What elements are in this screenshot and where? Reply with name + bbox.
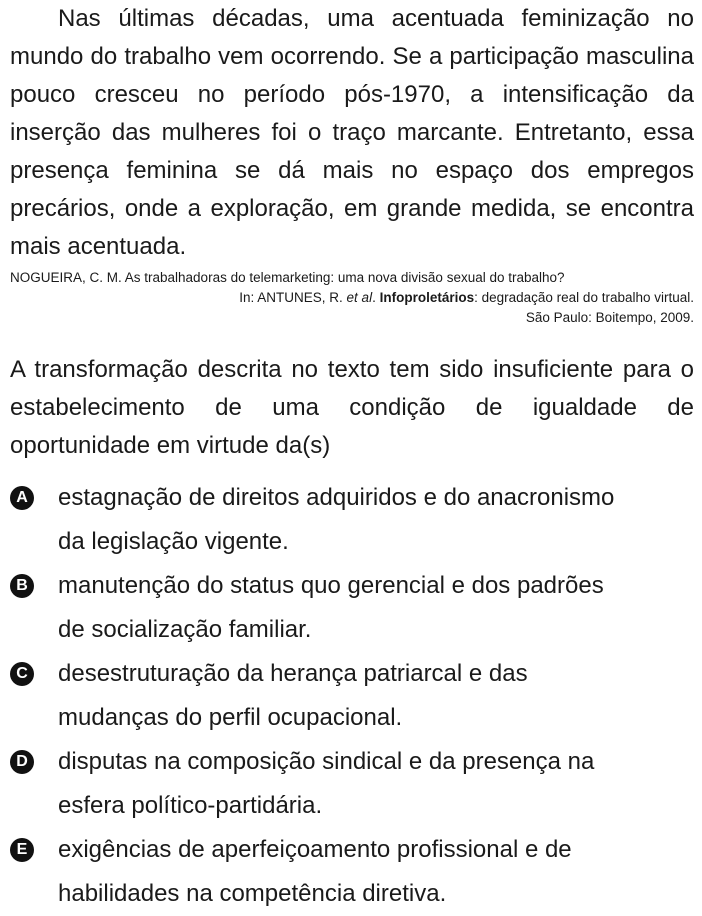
option-b[interactable] <box>10 564 694 652</box>
answer-options <box>10 476 694 916</box>
option-letter-badge: E <box>10 838 34 862</box>
option-text <box>58 476 694 564</box>
option-e[interactable] <box>10 828 694 916</box>
option-text-line-1: estagnação de direitos adquiridos e do anacronismo <box>58 484 615 511</box>
option-c[interactable] <box>10 652 694 740</box>
option-text-line-1: disputas na composição sindical e da presença na <box>58 748 595 775</box>
option-a[interactable] <box>10 476 694 564</box>
option-text <box>58 828 694 916</box>
citation-line-2 <box>10 288 694 308</box>
option-text-line-2: esfera político-partidária. <box>58 792 323 819</box>
citation-line-3: São Paulo: Boitempo, 2009. <box>525 310 694 325</box>
option-text-line-1: manutenção do status quo gerencial e dos padrões <box>58 572 604 599</box>
option-letter-badge: D <box>10 750 34 774</box>
citation-et-al: et al <box>346 290 373 305</box>
option-text <box>58 740 694 828</box>
option-text-line-2: da legislação vigente. <box>58 528 289 555</box>
option-text-line-1: exigências de aperfeiçoamento profissional e de <box>58 836 572 863</box>
question-stem: A transformação descrita no texto tem sido insuficiente para o estabelecimento de uma condição de igualdade de oportunidade em virtude da(s) <box>10 356 694 459</box>
citation-line-1: NOGUEIRA, C. M. As trabalhadoras do telemarketing: uma nova divisão sexual do trabalho? <box>10 270 565 285</box>
option-text-line-1: desestruturação da herança patriarcal e das <box>58 660 528 687</box>
citation-dot: . <box>372 290 380 305</box>
citation <box>10 268 694 328</box>
citation-in: In: ANTUNES, R. <box>239 290 347 305</box>
option-letter-badge: C <box>10 662 34 686</box>
option-text <box>58 652 694 740</box>
passage-text: Nas últimas décadas, uma acentuada feminização no mundo do trabalho vem ocorrendo. Se a participação masculina pouco cresceu no período pós-1970, a intensificação da inserção das mulheres foi o traço marcante. Entretanto, essa presença feminina se dá mais no espaço dos empregos precários, onde a exploração, em grande medida, se encontra mais acentuada. <box>10 5 694 260</box>
citation-subtitle: : degradação real do trabalho virtual. <box>474 290 694 305</box>
option-letter-badge: B <box>10 574 34 598</box>
option-text-line-2: habilidades na competência diretiva. <box>58 880 447 907</box>
option-d[interactable] <box>10 740 694 828</box>
option-letter-badge: A <box>10 486 34 510</box>
option-text-line-2: mudanças do perfil ocupacional. <box>58 704 403 731</box>
option-text-line-2: de socialização familiar. <box>58 616 312 643</box>
option-text <box>58 564 694 652</box>
citation-book-title: Infoproletários <box>379 290 475 305</box>
